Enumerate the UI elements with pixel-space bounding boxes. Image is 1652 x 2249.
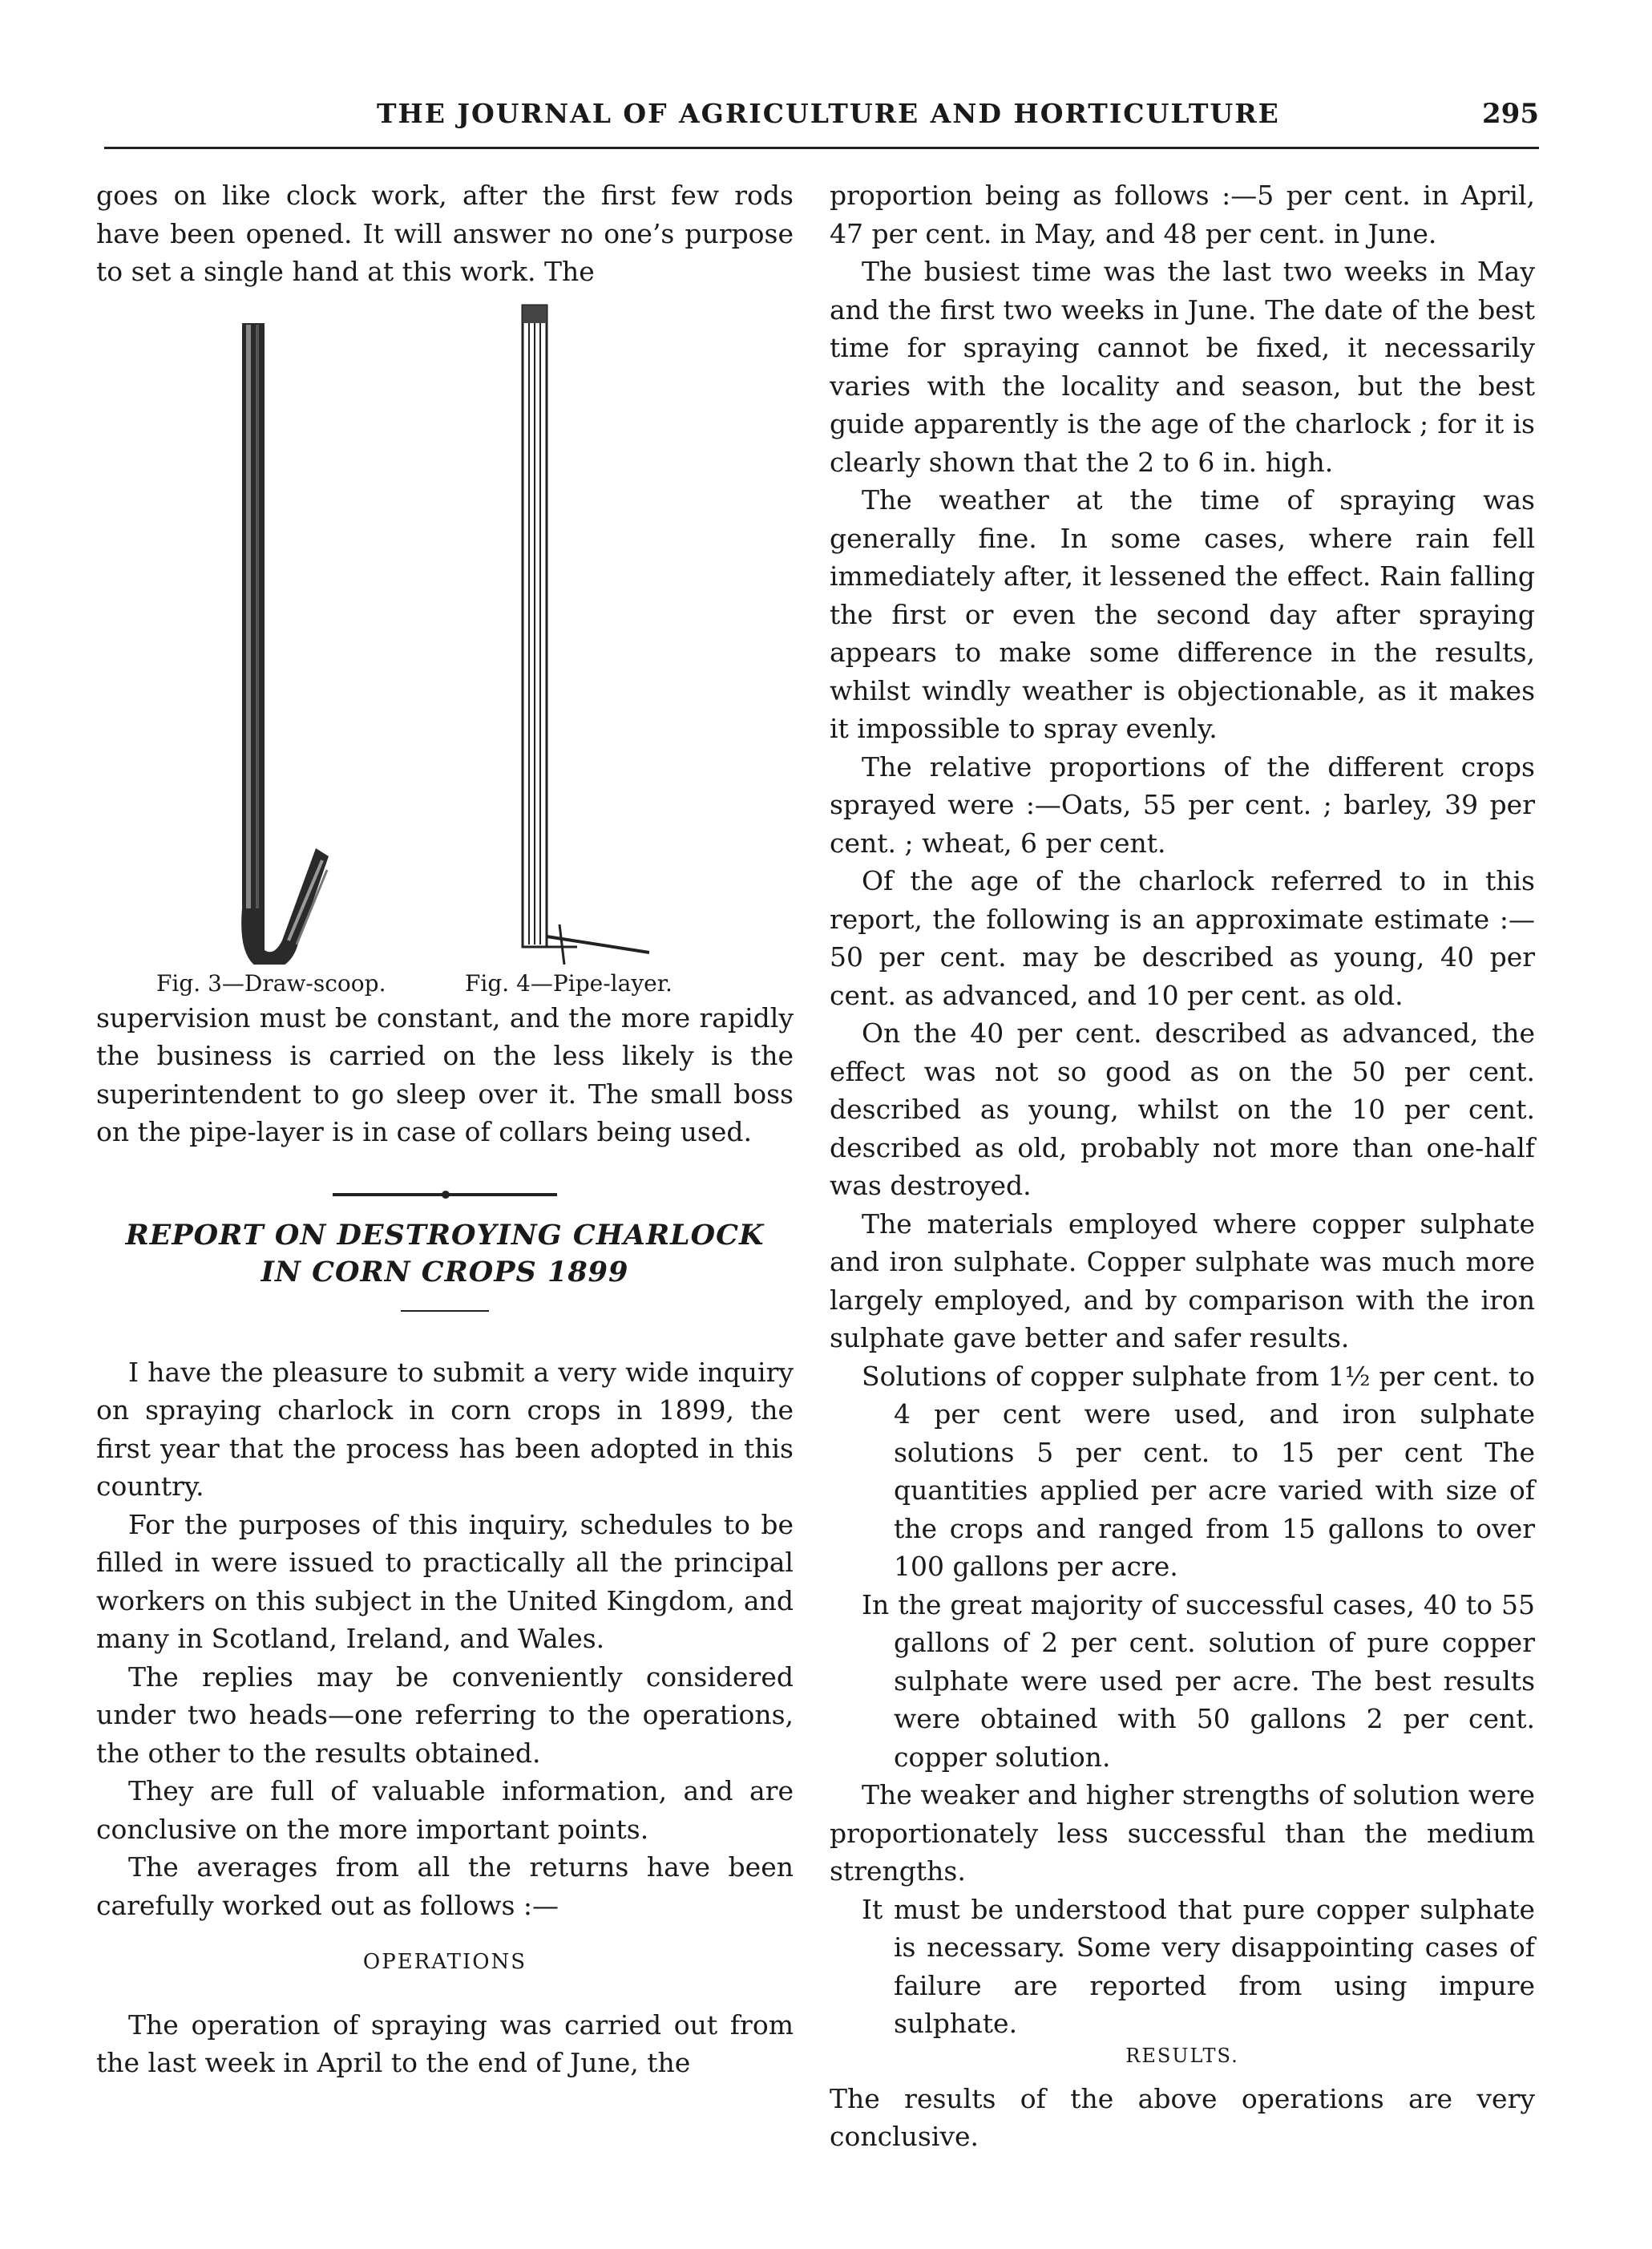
paragraph: The results of the above operations are very conclusive. bbox=[830, 2082, 1535, 2152]
paragraph: The averages from all the returns have been carefully worked out as follows :— bbox=[96, 1851, 794, 1921]
paragraph: The weather at the time of spraying was generally fine. In some cases, where rain fell immediately after, it lessened the effect. Rain falling the first or even the second day after spraying appears to make some difference in the results, whilst windly weather is objectionable, as it makes it impossible to spray evenly. bbox=[830, 484, 1535, 744]
paragraph: For the purposes of this inquiry, schedules to be filled in were issued to practically all the principal workers on this subject in the United Kingdom, and many in Scotland, Ireland, and Wales. bbox=[96, 1508, 794, 1654]
paragraph: The relative proportions of the different crops sprayed were :—Oats, 55 per cent. ; barley, 39 per cent. ; wheat, 6 per cent. bbox=[830, 750, 1535, 859]
paragraph: I have the pleasure to submit a very wide inquiry on spraying charlock in corn crops in 1899, the first year that the process has been adopted in this country. bbox=[96, 1356, 794, 1502]
results-heading: RESULTS. bbox=[1125, 2044, 1239, 2067]
journal-title: THE JOURNAL OF AGRICULTURE AND HORTICULTURE bbox=[377, 98, 1280, 129]
report-title-line-2: IN CORN CROPS 1899 bbox=[261, 1255, 629, 1288]
report-title-line-1: REPORT ON DESTROYING CHARLOCK bbox=[125, 1218, 765, 1252]
running-header bbox=[104, 98, 1539, 146]
pipe-layer-illustration bbox=[523, 305, 649, 965]
header-rule bbox=[104, 147, 1539, 149]
left-column bbox=[96, 176, 794, 2082]
paragraph: The materials employed where copper sulphate and iron sulphate. Copper sulphate was much more largely employed, and by comparison with the iron sulphate gave better and safer results. bbox=[830, 1207, 1535, 1353]
paragraph: proportion being as follows :—5 per cent. in April, 47 per cent. in May, and 48 per cent. in June. bbox=[830, 180, 1535, 249]
paragraph: The replies may be conveniently considered under two heads—one referring to the operations, the other to the results obtained. bbox=[96, 1660, 794, 1769]
paragraph: Of the age of the charlock referred to in this report, the following is an approximate estimate :—50 per cent. may be described as young, 40 per cent. as advanced, and 10 per cent. as old. bbox=[830, 865, 1535, 1011]
operations-heading: OPERATIONS bbox=[362, 1950, 527, 1974]
fig4-caption: Fig. 4—Pipe-layer. bbox=[465, 969, 673, 997]
figure-illustrations bbox=[96, 299, 794, 965]
paragraph: The busiest time was the last two weeks in May and the first two weeks in June. The date of the best time for spraying cannot be fixed, it necessarily varies with the locality and season, but the best guide apparently is the age of the charlock ; for it is clearly shown that the 2 to 6 in. high. bbox=[830, 256, 1535, 478]
right-column bbox=[830, 176, 1535, 2156]
fig3-caption: Fig. 3—Draw-scoop. bbox=[156, 969, 386, 997]
paragraph: It must be understood that pure copper sulphate is necessary. Some very disappointing cases of failure are reported from using impure sulphate. bbox=[862, 1893, 1535, 2039]
paragraph: They are full of valuable information, and are conclusive on the more important points. bbox=[96, 1775, 794, 1845]
paragraph: The weaker and higher strengths of solution were proportionately less successful than the medium strengths. bbox=[830, 1779, 1535, 1887]
page-number: 295 bbox=[1482, 98, 1539, 130]
supervision-paragraph: supervision must be constant, and the more rapidly the business is carried on the less likely is the superintendent to go sleep over it. The small boss on the pipe-layer is in case of collars being used. bbox=[96, 1001, 794, 1147]
paragraph: Solutions of copper sulphate from 1½ per cent. to 4 per cent were used, and iron sulphate solutions 5 per cent. to 15 per cent The quantities applied per acre varied with size of the crops and ranged from 15 gallons to over 100 gallons per acre. bbox=[862, 1360, 1535, 1582]
paragraph: The operation of spraying was carried out from the last week in April to the end of June, the bbox=[96, 2008, 794, 2078]
figures bbox=[96, 299, 794, 997]
paragraph: In the great majority of successful cases, 40 to 55 gallons of 2 per cent. solution of pure copper sulphate were used per acre. The best results were obtained with 50 gallons 2 per cent. copper solution. bbox=[862, 1588, 1535, 1773]
paragraph: On the 40 per cent. described as advanced, the effect was not so good as on the 50 per cent. described as young, whilst on the 10 per cent. described as old, probably not more than one-half was destroyed. bbox=[830, 1017, 1535, 1201]
title-rule bbox=[401, 1310, 489, 1312]
section-ornament bbox=[333, 1193, 557, 1196]
intro-paragraph: goes on like clock work, after the first few rods have been opened. It will answer no one’s purpose to set a single hand at this work. The bbox=[96, 180, 794, 287]
report-title bbox=[96, 1217, 794, 1291]
draw-scoop-illustration bbox=[241, 323, 329, 965]
